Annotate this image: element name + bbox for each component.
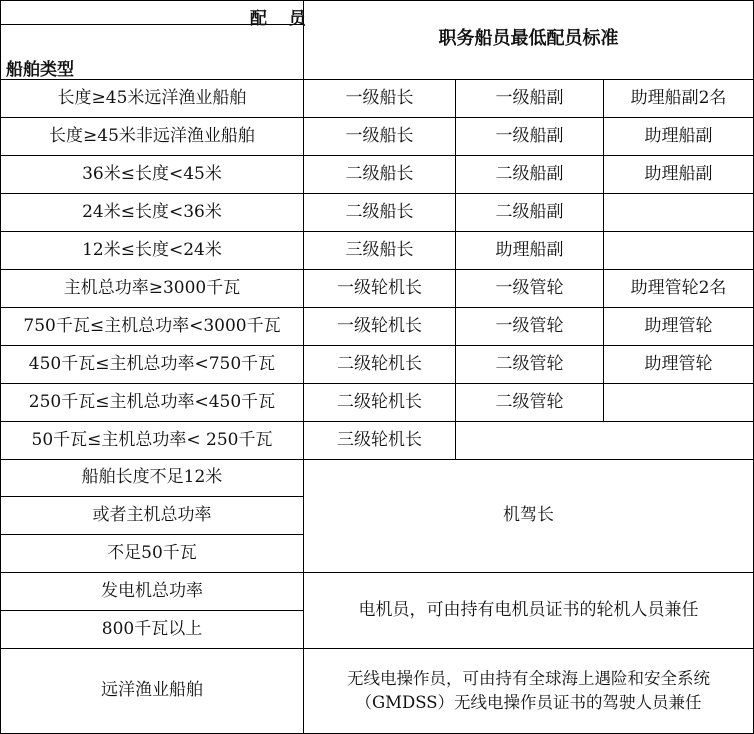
row-c1-value: 三级轮机长 xyxy=(337,429,422,450)
row-ship-type: 主机总功率≥3000千瓦 xyxy=(63,277,241,298)
row-c1-value: 三级船长 xyxy=(345,239,414,260)
row-c3-value: 助理管轮 xyxy=(644,315,713,336)
row-c2-value: 一级船副 xyxy=(495,87,564,108)
row-c1-value: 一级船长 xyxy=(345,87,414,108)
row-c3-value: 助理船副 xyxy=(644,125,713,146)
ocean-type: 远洋渔业船舶 xyxy=(101,680,203,701)
row-c1-value: 二级轮机长 xyxy=(337,353,422,374)
small-type-line-1: 船舶长度不足12米 xyxy=(81,467,223,488)
row-c3-value: 助理船副 xyxy=(644,163,713,184)
row-c3-value xyxy=(604,422,753,459)
row-ship-type: 24米≤长度<36米 xyxy=(82,201,222,222)
row-c3-value: 助理管轮2名 xyxy=(630,277,727,298)
generator-type-line-2: 800千瓦以上 xyxy=(101,618,203,639)
small-type-line-2: 或者主机总功率 xyxy=(92,504,212,525)
row-c1-value: 一级船长 xyxy=(345,125,414,146)
row-c2-value: 二级船副 xyxy=(495,163,564,184)
ocean-value xyxy=(304,649,753,733)
row-ship-type: 长度≥45米非远洋渔业船舶 xyxy=(49,125,255,146)
header-peiyuan: 配 员 xyxy=(250,9,314,29)
row-c2-value: 二级管轮 xyxy=(495,391,564,412)
row-c1-value: 一级轮机长 xyxy=(337,315,422,336)
ocean-value-line-1: 无线电操作员，可由持有全球海上遇险和安全系统 xyxy=(347,669,710,689)
row-ship-type: 250千瓦≤主机总功率<450千瓦 xyxy=(28,391,276,412)
header-ship-type: 船舶类型 xyxy=(6,60,74,80)
small-value: 机驾长 xyxy=(503,505,554,526)
row-c2-value: 二级船副 xyxy=(495,201,564,222)
row-c2-value: 二级管轮 xyxy=(495,353,564,374)
small-type-line-3: 不足50千瓦 xyxy=(107,542,197,563)
row-ship-type: 36米≤长度<45米 xyxy=(82,163,222,184)
row-c3-value xyxy=(604,232,753,269)
row-c2-value: 一级管轮 xyxy=(495,277,564,298)
row-c1-value: 一级轮机长 xyxy=(337,277,422,298)
row-c2-value: 一级管轮 xyxy=(495,315,564,336)
row-c3-value xyxy=(604,194,753,231)
row-ship-type: 450千瓦≤主机总功率<750千瓦 xyxy=(28,353,276,374)
row-c2-value: 助理船副 xyxy=(495,239,564,260)
row-c3-value: 助理船副2名 xyxy=(630,87,727,108)
row-c1-value: 二级船长 xyxy=(345,201,414,222)
generator-value: 电机员，可由持有电机员证书的轮机人员兼任 xyxy=(358,599,699,620)
row-c1-value: 二级轮机长 xyxy=(337,391,422,412)
row-c1-value: 二级船长 xyxy=(345,163,414,184)
generator-type-line-1: 发电机总功率 xyxy=(101,580,203,601)
row-c3-value xyxy=(604,384,753,421)
row-c2-value: 一级船副 xyxy=(495,125,564,146)
row-ship-type: 50千瓦≤主机总功率< 250千瓦 xyxy=(31,429,273,450)
ocean-value-line-2: （GMDSS）无线电操作员证书的驾驶人员兼任 xyxy=(355,693,702,712)
row-c3-value: 助理管轮 xyxy=(644,353,713,374)
row-ship-type: 750千瓦≤主机总功率<3000千瓦 xyxy=(23,315,281,336)
row-ship-type: 12米≤长度<24米 xyxy=(82,239,222,260)
row-ship-type: 长度≥45米远洋渔业船舶 xyxy=(57,87,247,108)
row-c2-value xyxy=(456,422,603,459)
header-standard: 职务船员最低配员标准 xyxy=(438,28,619,50)
